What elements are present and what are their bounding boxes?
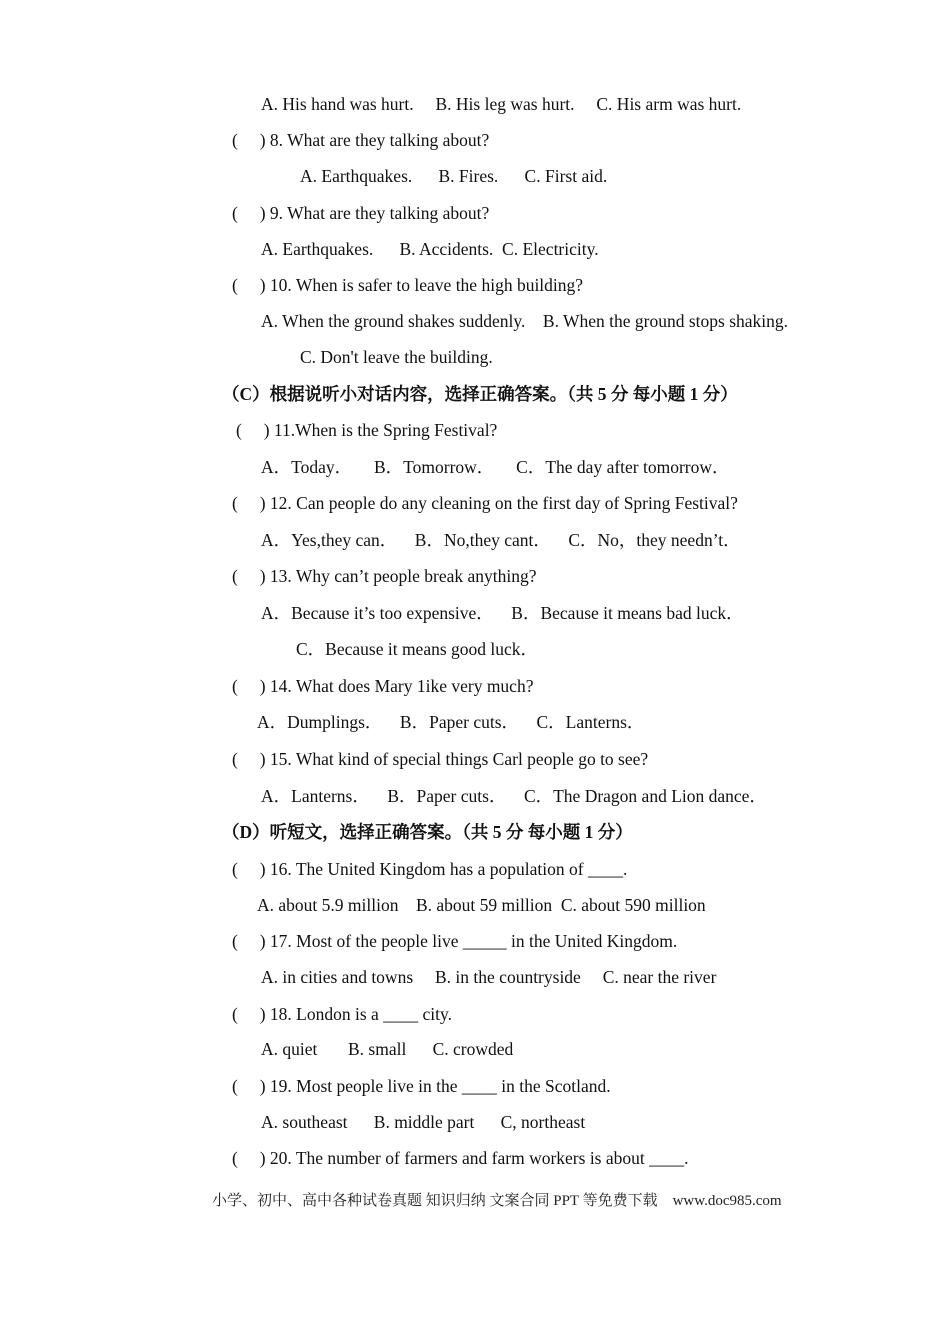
question-17: ( ) 17. Most of the people live _____ in the United Kingdom. [232, 931, 678, 951]
question-15: ( ) 15. What kind of special things Carl people go to see? [232, 749, 649, 769]
section-d-heading: （D）听短文，选择正确答案。（共 5 分 每小题 1 分） [222, 822, 633, 842]
question-10: ( ) 10. When is safer to leave the high building? [232, 275, 584, 295]
q13-option-c: C．Because it means good luck． [296, 639, 539, 659]
question-12: ( ) 12. Can people do any cleaning on the first day of Spring Festival? [232, 493, 738, 513]
q7-options: A. His hand was hurt. B. His leg was hurt. C. His arm was hurt. [261, 94, 742, 114]
question-13: ( ) 13. Why can’t people break anything? [232, 566, 537, 586]
q14-options: A．Dumplings． B．Paper cuts． C．Lanterns． [257, 712, 645, 732]
question-16: ( ) 16. The United Kingdom has a population of ____. [232, 859, 628, 879]
q10-options-ab: A. When the ground shakes suddenly. B. When the ground stops shaking. [261, 311, 789, 331]
q17-options: A. in cities and towns B. in the countryside C. near the river [261, 967, 717, 987]
q12-options: A．Yes,they can． B．No,they cant． C．No，they needn’t． [261, 530, 741, 550]
question-11: ( ) 11.When is the Spring Festival? [236, 420, 498, 440]
q19-options: A. southeast B. middle part C, northeast [261, 1112, 586, 1132]
question-18: ( ) 18. London is a ____ city. [232, 1004, 453, 1024]
q8-options: A. Earthquakes. B. Fires. C. First aid. [300, 166, 608, 186]
q15-options: A．Lanterns． B．Paper cuts． C．The Dragon and Lion dance． [261, 786, 767, 806]
question-9: ( ) 9. What are they talking about? [232, 203, 490, 223]
q13-options-ab: A．Because it’s too expensive． B．Because it means bad luck． [261, 603, 744, 623]
q9-options: A. Earthquakes. B. Accidents. C. Electricity. [261, 239, 599, 259]
q18-options: A. quiet B. small C. crowded [261, 1039, 514, 1059]
q16-options: A. about 5.9 million B. about 59 million C. about 590 million [257, 895, 706, 915]
question-14: ( ) 14. What does Mary 1ike very much? [232, 676, 534, 696]
section-c-heading: （C）根据说听小对话内容，选择正确答案。（共 5 分 每小题 1 分） [222, 384, 738, 404]
page-footer: 小学、初中、高中各种试卷真题 知识归纳 文案合同 PPT 等免费下载 www.doc985.com [212, 1193, 782, 1209]
question-20: ( ) 20. The number of farmers and farm workers is about ____. [232, 1148, 689, 1168]
q11-options: A．Today． B．Tomorrow． C．The day after tomorrow． [261, 457, 730, 477]
question-8: ( ) 8. What are they talking about? [232, 130, 490, 150]
q10-option-c: C. Don't leave the building. [300, 347, 493, 367]
question-19: ( ) 19. Most people live in the ____ in the Scotland. [232, 1076, 611, 1096]
